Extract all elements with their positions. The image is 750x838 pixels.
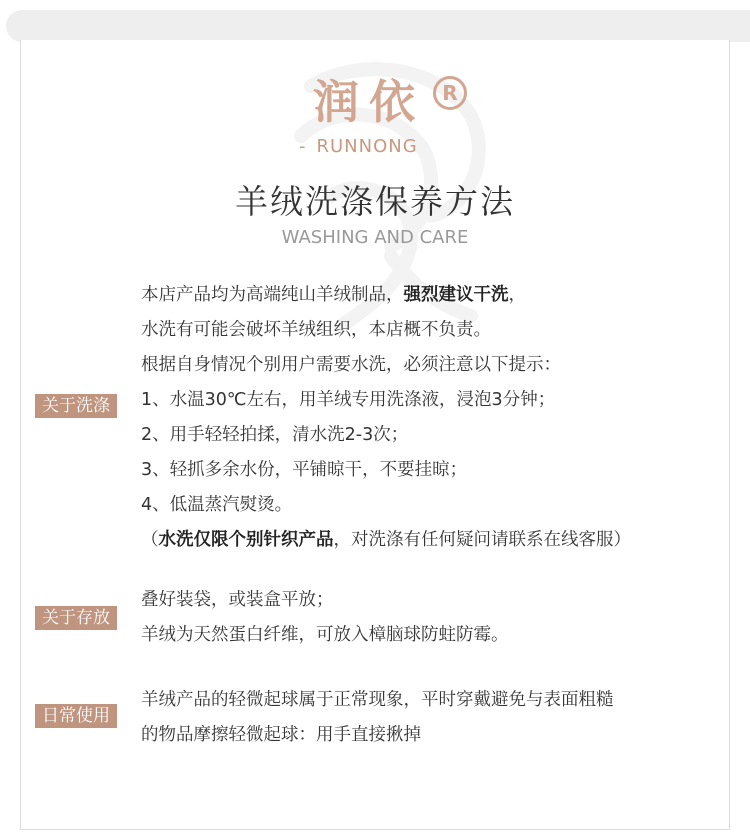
text-line: 2、用手轻轻拍揉，清水洗2-3次； (141, 425, 409, 445)
page-title: 羊绒洗涤保养方法 (235, 182, 515, 221)
text-line: 羊绒为天然蛋白纤维，可放入樟脑球防蛀防霉。 (141, 625, 509, 645)
text-line: 羊绒产品的轻微起球属于正常现象，平时穿戴避免与表面粗糙 (141, 690, 614, 710)
section-lines (141, 583, 509, 653)
section-lines (141, 278, 631, 558)
section-tag: 关于洗涤 (35, 394, 117, 418)
text-line: 的物品摩擦轻微起球：用手直接揪掉 (141, 725, 421, 745)
top-bar (6, 10, 750, 42)
text-line: 本店产品均为高端纯山羊绒制品，强烈建议干洗， (141, 285, 526, 305)
text-line: 1、水温30℃左右，用羊绒专用洗涤液，浸泡3分钟； (141, 390, 556, 410)
text-line: 3、轻抓多余水份，平铺晾干，不要挂晾； (141, 460, 468, 480)
section-tag: 日常使用 (35, 704, 117, 728)
section-lines (141, 683, 614, 753)
registered-mark-icon: R (433, 76, 467, 110)
page-subtitle: WASHING AND CARE (281, 227, 469, 248)
text-line: （水洗仅限个别针织产品，对洗涤有任何疑问请联系在线客服） (141, 530, 631, 550)
logo-english-text: RUNNONG (316, 136, 418, 157)
brand-logo (299, 68, 483, 168)
text-line: 4、低温蒸汽熨烫。 (141, 495, 293, 515)
text-line: 叠好装袋，或装盒平放； (141, 590, 334, 610)
logo-dash: - (299, 136, 307, 157)
section-tag: 关于存放 (35, 606, 117, 630)
logo-english-name (299, 136, 418, 158)
logo-chinese-name: 润依 (313, 75, 425, 129)
text-line: 根据自身情况个别用户需要水洗，必须注意以下提示： (141, 355, 561, 375)
text-line: 水洗有可能会破坏羊绒组织，本店概不负责。 (141, 320, 491, 340)
care-card (20, 40, 730, 830)
